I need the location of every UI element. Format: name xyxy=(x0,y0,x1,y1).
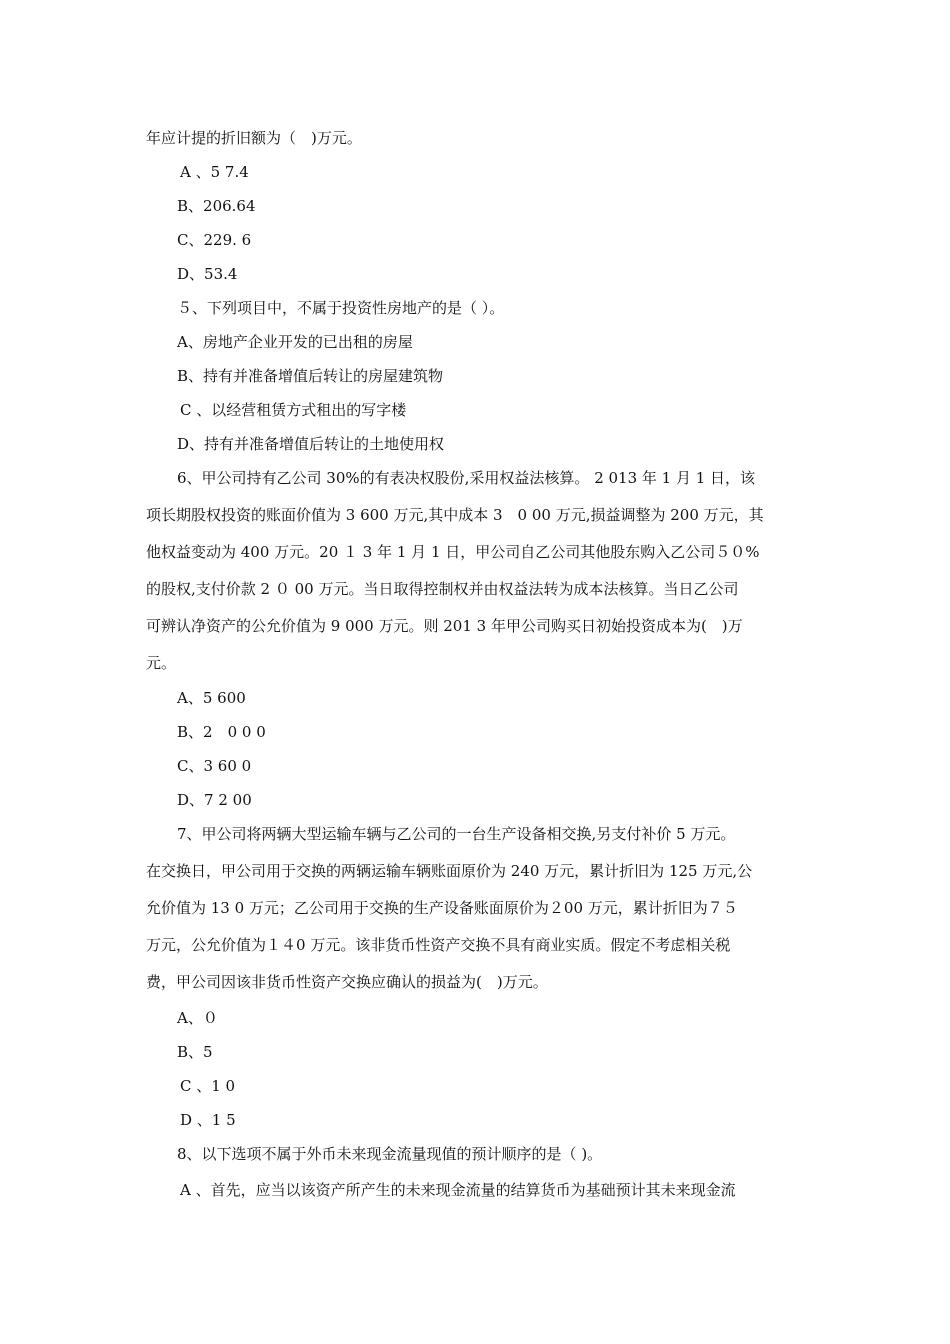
question-6-stem-line-6: 元。 xyxy=(146,654,177,672)
question-6-stem-line-3: 他权益变动为 400 万元。20 １ 3 年 1 月 1 日，甲公司自乙公司其他股东购入乙公司５０% xyxy=(146,543,760,561)
q7-option-a: A、０ xyxy=(177,1009,218,1027)
question-6-stem-line-1: 6、甲公司持有乙公司 30%的有表决权股份,采用权益法核算。 2 013 年 1 月 1 日，该 xyxy=(177,469,756,487)
question-6-stem-line-2: 项长期股权投资的账面价值为 3 600 万元,其中成本 3 0 00 万元,损益调整为 200 万元，其 xyxy=(146,506,764,524)
q5-option-c: C 、以经营租赁方式租出的写字楼 xyxy=(180,401,407,419)
question-7-stem-line-5: 费，甲公司因该非货币性资产交换应确认的损益为( )万元。 xyxy=(146,973,548,991)
question-7-stem-line-4: 万元，公允价值为１４0 万元。该非货币性资产交换不具有商业实质。假定不考虑相关税 xyxy=(146,936,731,954)
question-6-stem-line-5: 可辨认净资产的公允价值为 9 000 万元。则 201 3 年甲公司购买日初始投资成本为( )万 xyxy=(146,617,743,635)
q6-option-b: B、2 0 0 0 xyxy=(177,723,266,741)
q4-option-c: C、229. 6 xyxy=(177,231,252,249)
question-7-stem-line-3: 允价值为 13 0 万元；乙公司用于交换的生产设备账面原价为２00 万元，累计折旧为７５ xyxy=(146,899,738,917)
q4-option-a: A 、5 7.4 xyxy=(180,163,249,181)
q7-option-d: D 、1 5 xyxy=(180,1111,236,1129)
q8-option-a: A 、首先，应当以该资产所产生的未来现金流量的结算货币为基础预计其未来现金流 xyxy=(180,1181,736,1199)
question-7-stem-line-1: 7、甲公司将两辆大型运输车辆与乙公司的一台生产设备相交换,另支付补价 5 万元。 xyxy=(177,825,736,843)
question-6-stem-line-4: 的股权,支付价款 2 ０ 00 万元。当日取得控制权并由权益法转为成本法核算。当日乙公司 xyxy=(146,580,739,598)
question-5-stem: ５、下列项目中，不属于投资性房地产的是（ ）。 xyxy=(177,299,505,317)
question-4-stem-tail: 年应计提的折旧额为（ )万元。 xyxy=(146,129,362,147)
q4-option-b: B、206.64 xyxy=(177,197,256,215)
q6-option-c: C、3 60 0 xyxy=(177,757,252,775)
q5-option-d: D、持有并准备增值后转让的土地使用权 xyxy=(177,435,445,453)
question-8-stem: 8、以下选项不属于外币未来现金流量现值的预计顺序的是（ )。 xyxy=(177,1145,603,1163)
q6-option-d: D、7 2 00 xyxy=(177,791,252,809)
q5-option-b: B、持有并准备增值后转让的房屋建筑物 xyxy=(177,367,444,385)
q5-option-a: A、房地产企业开发的已出租的房屋 xyxy=(177,333,413,351)
q7-option-c: C 、1 0 xyxy=(180,1077,236,1095)
q6-option-a: A、5 600 xyxy=(177,689,246,707)
q4-option-d: D、53.4 xyxy=(177,265,238,283)
q7-option-b: B、5 xyxy=(177,1043,213,1061)
question-7-stem-line-2: 在交换日，甲公司用于交换的两辆运输车辆账面原价为 240 万元，累计折旧为 125 万元,公 xyxy=(146,862,753,880)
